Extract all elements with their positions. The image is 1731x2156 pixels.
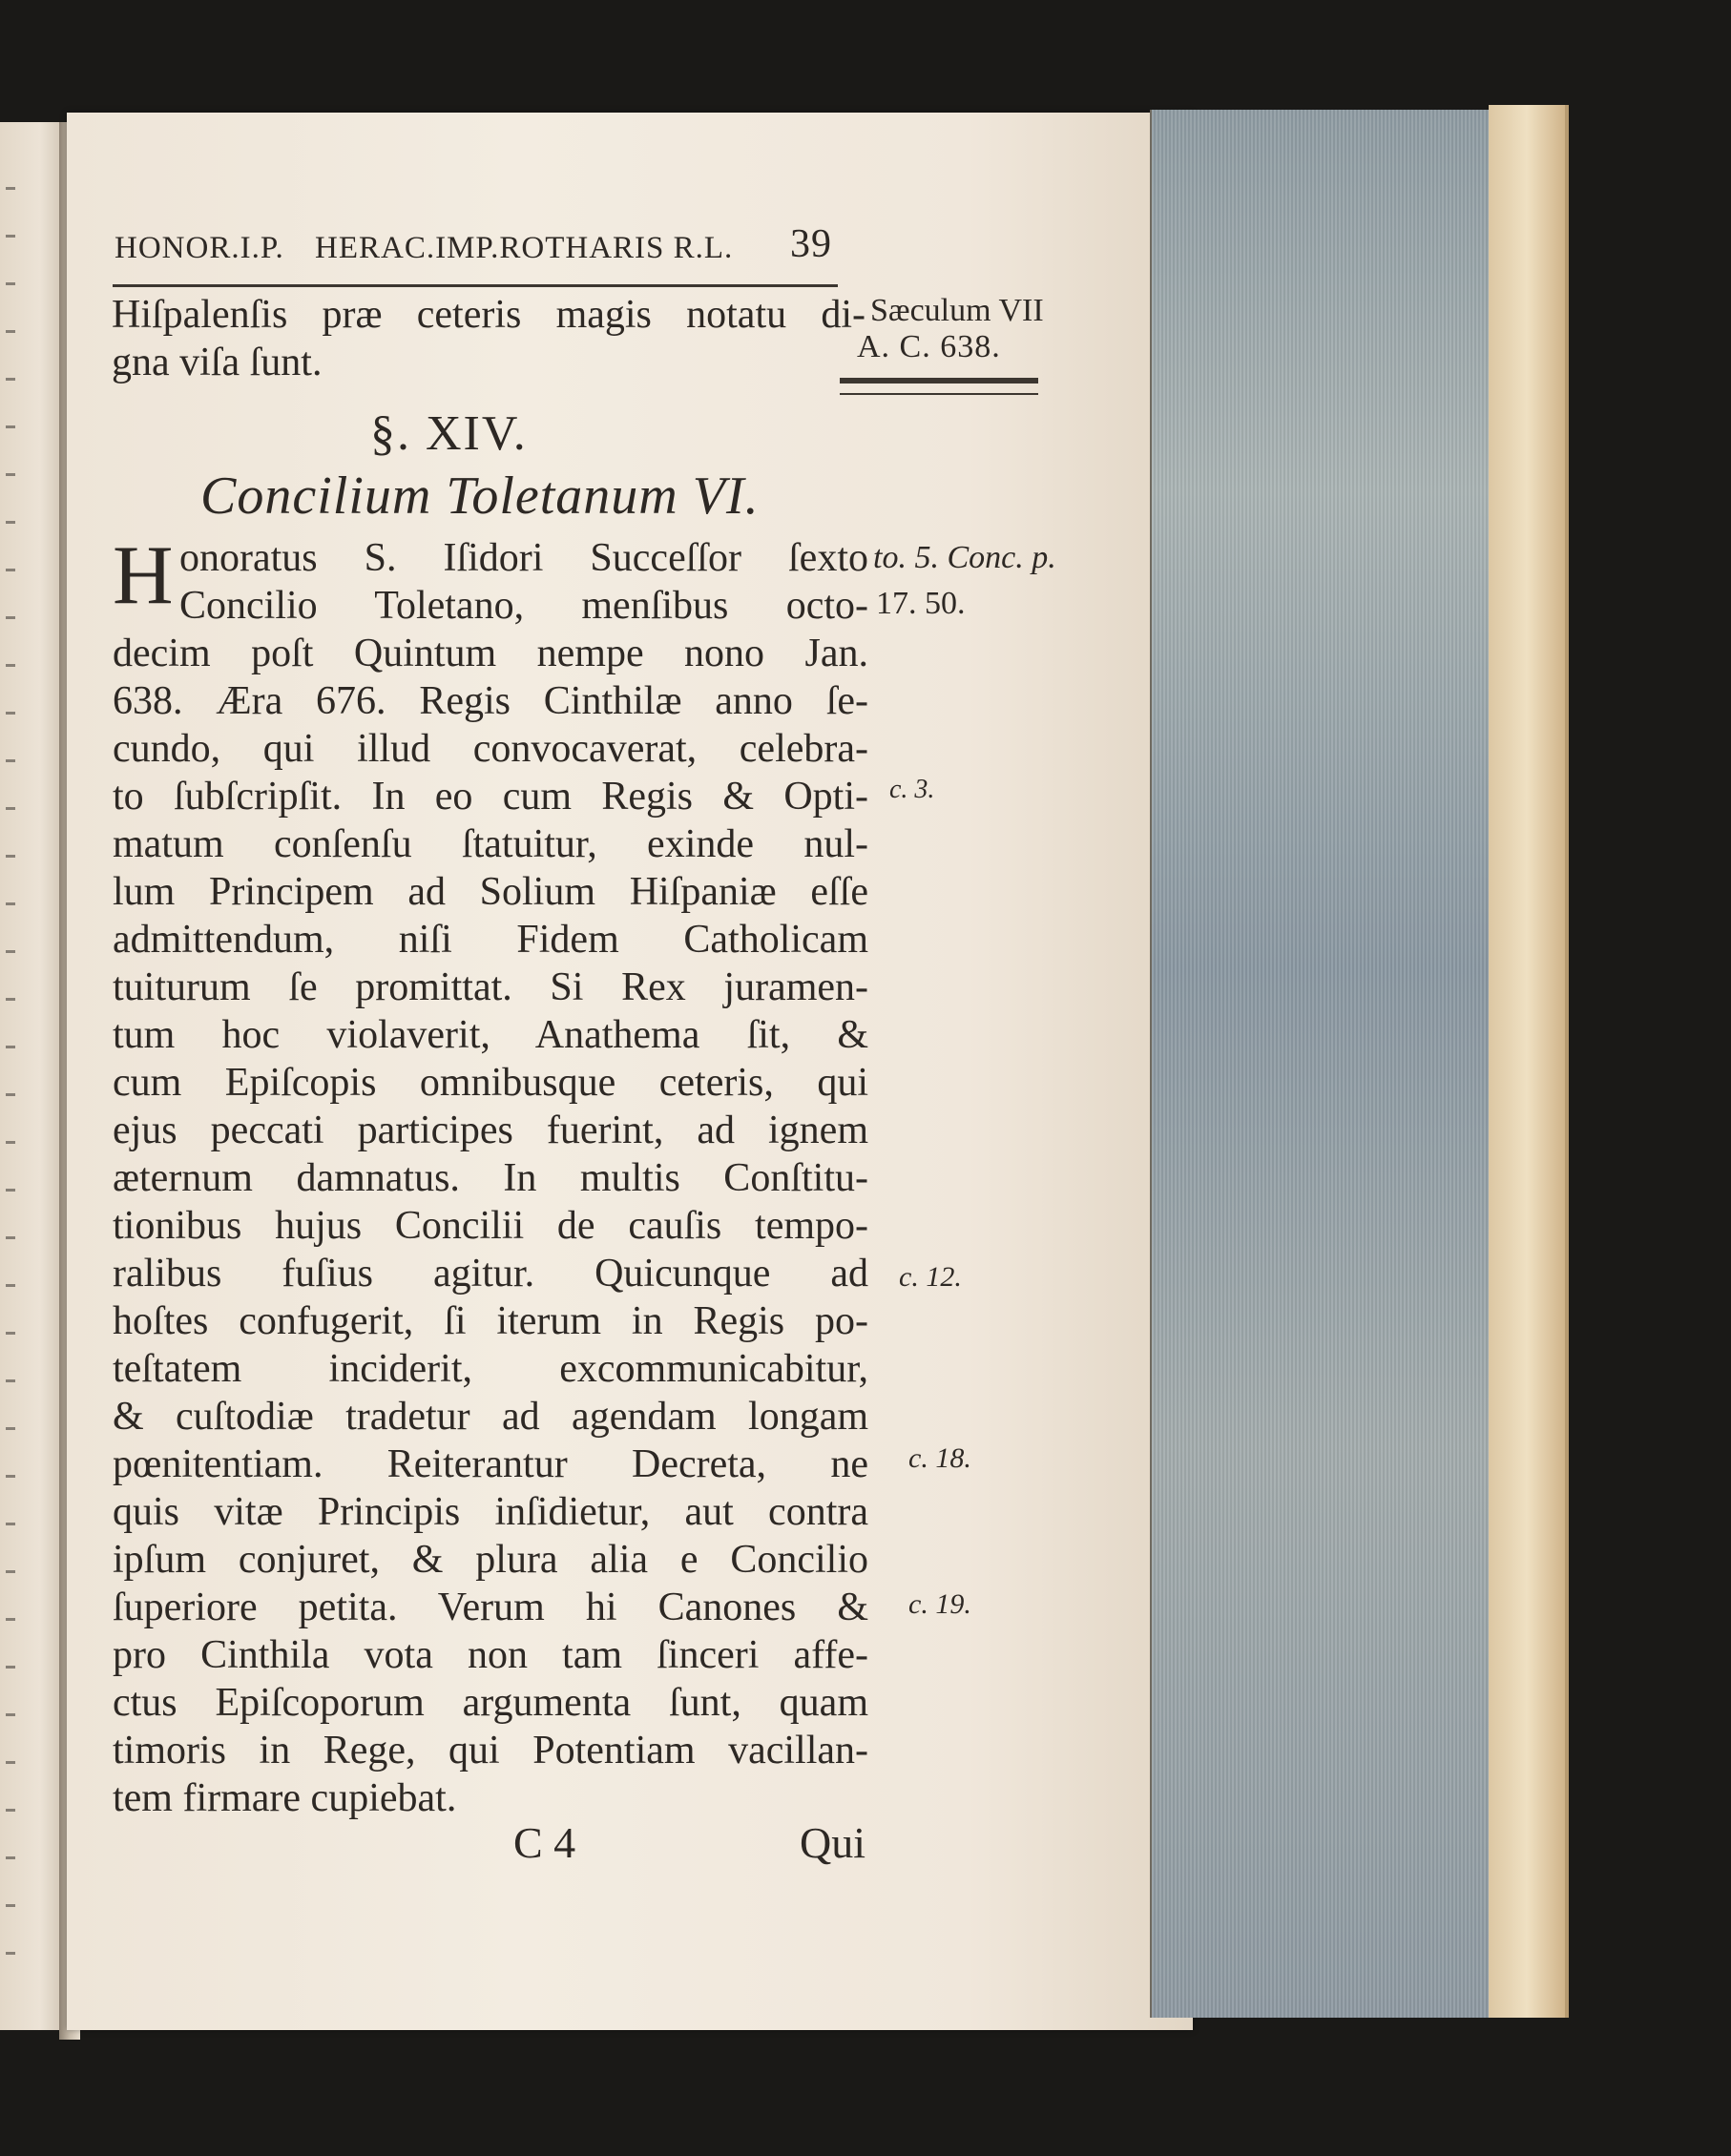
text-line: ctus Epiſcoporum argumenta ſunt, quam	[113, 1681, 868, 1725]
header-rule	[113, 284, 838, 287]
text-line: lum Principem ad Solium Hiſpaniæ eſſe	[113, 870, 868, 914]
text-line: cundo, qui illud convocaverat, celebra-	[113, 727, 868, 771]
margin-rule-thick	[840, 378, 1038, 384]
text-line: ſuperiore petita. Verum hi Canones &	[113, 1586, 868, 1629]
page-edges-block	[1150, 110, 1505, 2018]
margin-note-century: Sæculum VII	[870, 293, 1044, 328]
text-line: Hiſpalenſis præ ceteris magis notatu di-	[112, 293, 866, 337]
text-line: hoſtes confugerit, ſi iterum in Regis po-	[113, 1299, 868, 1343]
body-paragraph	[113, 529, 868, 1822]
text-line: tem firmare cupiebat.	[113, 1776, 457, 1820]
margin-note-canon: c. 19.	[908, 1588, 971, 1620]
section-title: Concilium Toletanum VI.	[200, 466, 760, 526]
text-line: tum hoc violaverit, Anathema ſit, &	[113, 1013, 868, 1057]
running-head-left: HONOR.I.P.	[115, 231, 284, 265]
text-line: æternum damnatus. In multis Conſtitu-	[113, 1156, 868, 1200]
section-number: §. XIV.	[370, 406, 528, 461]
text-line: quis vitæ Principis inſidietur, aut contra	[113, 1490, 868, 1534]
text-line: pro Cinthila vota non tam ſinceri affe-	[113, 1633, 868, 1677]
text-line: & cuſtodiæ tradetur ad agendam longam	[113, 1395, 868, 1439]
margin-note-year: A. C. 638.	[857, 329, 1001, 364]
running-head-center: HERAC.IMP.ROTHARIS R.L.	[315, 231, 734, 265]
text-line: timoris in Rege, qui Potentiam vacillan-	[113, 1729, 868, 1772]
left-page-text-fragments	[6, 143, 15, 1956]
margin-note-canon: c. 12.	[899, 1261, 962, 1293]
text-line: ejus peccati participes fuerint, ad ignem	[113, 1109, 868, 1152]
text-line: tuiturum ſe promittat. Si Rex juramen-	[113, 965, 868, 1009]
text-line: pœnitentiam. Reiterantur Decreta, ne	[113, 1442, 868, 1486]
text-line: decim poſt Quintum nempe nono Jan.	[113, 632, 868, 675]
opening-paragraph	[112, 291, 866, 386]
drop-cap: H	[113, 529, 174, 622]
text-line: 638. Æra 676. Regis Cinthilæ anno ſe-	[113, 679, 868, 723]
signature-mark: C 4	[513, 1818, 576, 1867]
page-number: 39	[790, 222, 832, 266]
page-footer	[113, 1817, 876, 1875]
margin-note-reference: to. 5. Conc. p.	[873, 540, 1056, 575]
text-line: teſtatem inciderit, excommunicabitur,	[113, 1347, 868, 1391]
text-line: tionibus hujus Concilii de cauſis tempo-	[113, 1204, 868, 1248]
margin-note-canon: c. 18.	[908, 1442, 971, 1474]
text-line: admittendum, niſi Fidem Catholicam	[113, 918, 868, 962]
margin-note-reference: 17. 50.	[876, 586, 966, 621]
running-head	[115, 221, 849, 267]
text-line: Concilio Toletano, menſibus octo-	[179, 584, 868, 628]
margin-note-canon: c. 3.	[889, 775, 935, 804]
text-line: to ſubſcripſit. In eo cum Regis & Opti-	[113, 775, 868, 819]
book-cover-edge	[1489, 105, 1569, 2018]
text-line: onoratus S. Iſidori Succeſſor ſexto	[179, 536, 868, 580]
text-line: ralibus fuſius agitur. Quicunque ad	[113, 1252, 868, 1296]
text-line: gna viſa ſunt.	[112, 341, 323, 384]
margin-rule-thin	[840, 393, 1038, 395]
catchword: Qui	[800, 1818, 866, 1867]
text-line: matum conſenſu ſtatuitur, exinde nul-	[113, 822, 868, 866]
text-line: cum Epiſcopis omnibusque ceteris, qui	[113, 1061, 868, 1105]
text-line: ipſum conjuret, & plura alia e Concilio	[113, 1538, 868, 1582]
